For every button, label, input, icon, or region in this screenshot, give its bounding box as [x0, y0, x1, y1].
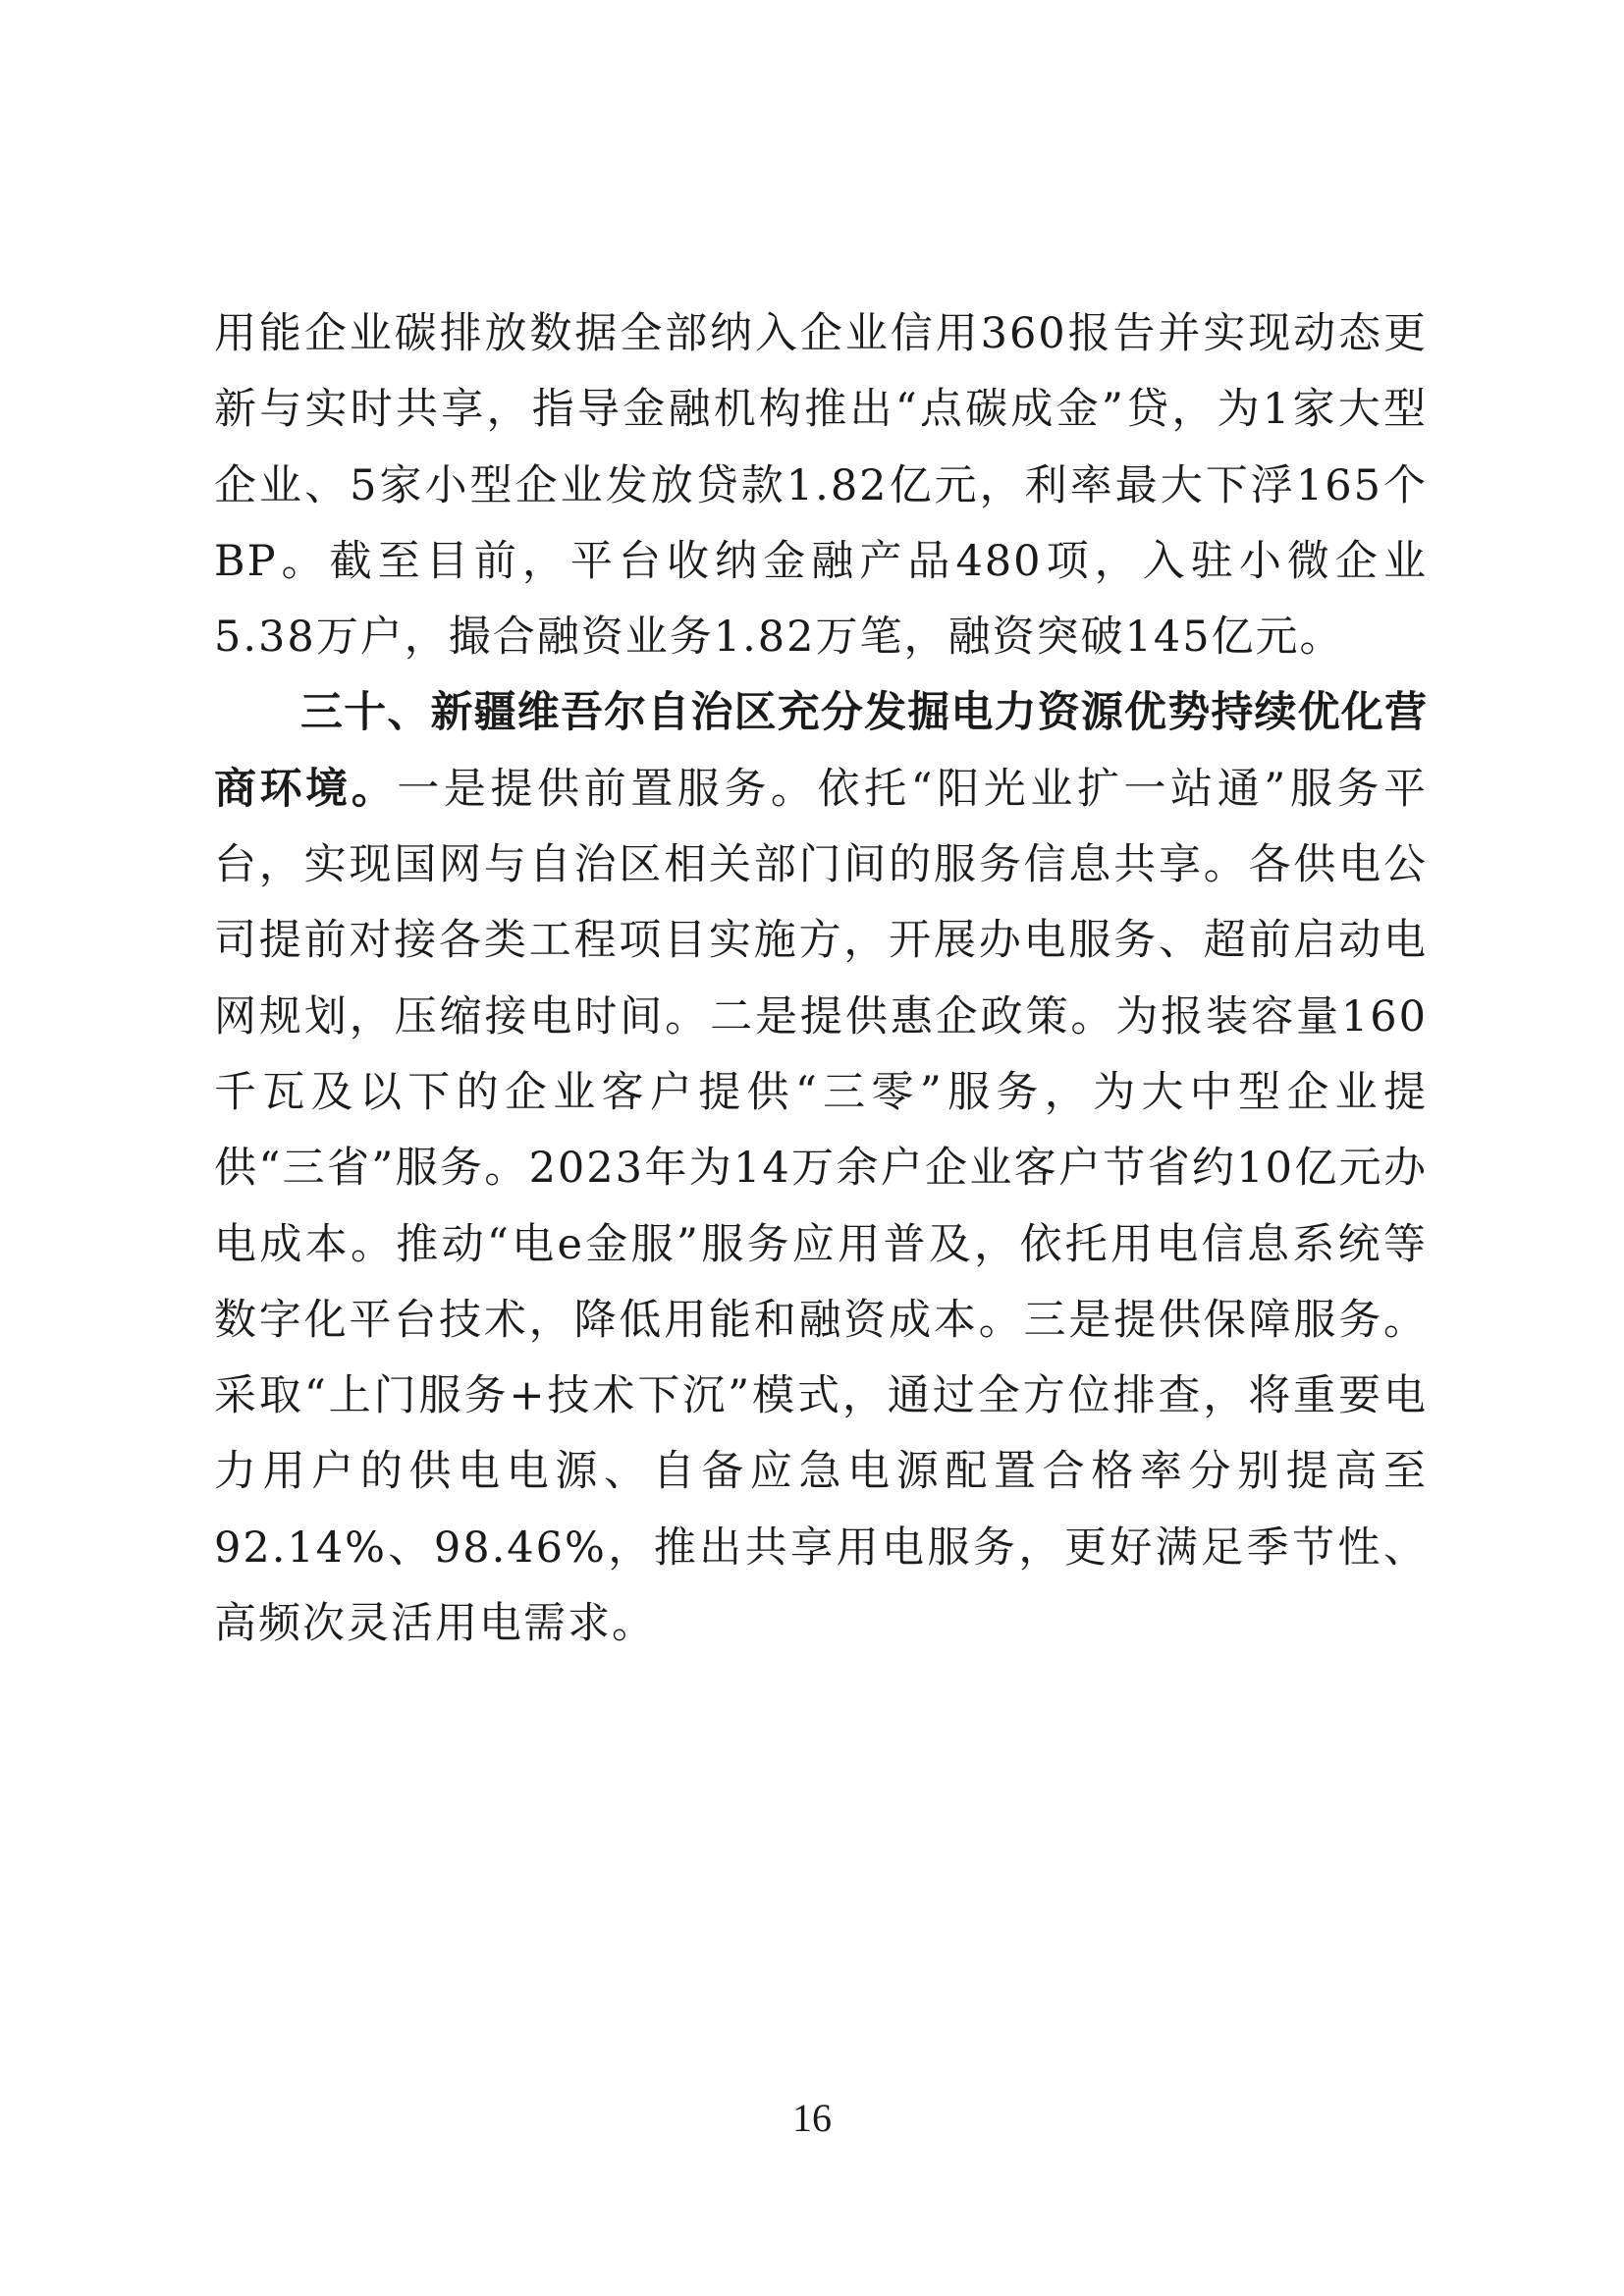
page-number: 16: [792, 2096, 832, 2140]
paragraph-xinjiang: [214, 675, 1428, 1662]
paragraph-text: 一是提供前置服务。依托“阳光业扩一站通”服务平台，实现国网与自治区相关部门间的服务信息共享。各供电公司提前对接各类工程项目实施方，开展办电服务、超前启动电网规划，压缩接电时间。二是提供惠企政策。为报装容量160千瓦及以下的企业客户提供“三零”服务，为大中型企业提供“三省”服务。2023年为14万余户企业客户节省约10亿元办电成本。推动“电e金服”服务应用普及，依托用电信息系统等数字化平台技术，降低用能和融资成本。三是提供保障服务。采取“上门服务+技术下沉”模式，通过全方位排查，将重要电力用户的供电电源、自备应急电源配置合格率分别提高至92.14%、98.46%，推出共享用电服务，更好满足季节性、高频次灵活用电需求。: [214, 764, 1428, 1649]
paragraph-text: 用能企业碳排放数据全部纳入企业信用360报告并实现动态更新与实时共享，指导金融机构推出“点碳成金”贷，为1家大型企业、5家小型企业发放贷款1.82亿元，利率最大下浮165个BP。截至目前，平台收纳金融产品480项，入驻小微企业5.38万户，撮合融资业务1.82万笔，融资突破145亿元。: [214, 309, 1428, 663]
section-heading: 三十、新疆维吾尔自治区充分发掘电力资源优势持续优化营商环境。: [214, 688, 1428, 814]
body-text: [214, 296, 1428, 1662]
paragraph-carbon-credit: [214, 296, 1428, 675]
